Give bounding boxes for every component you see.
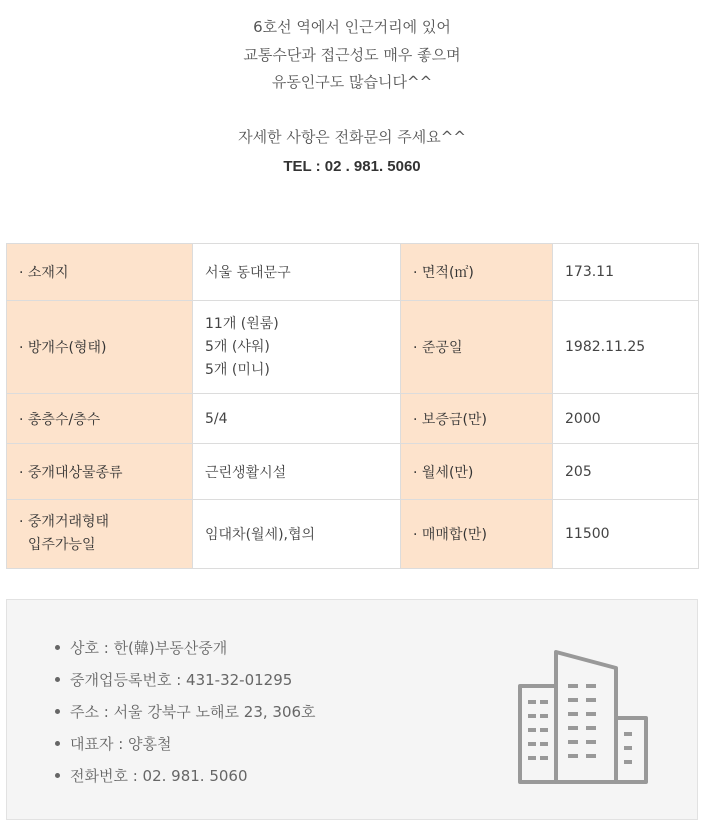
table-row xyxy=(7,301,699,394)
label-area: · 면적(㎡) xyxy=(401,244,553,301)
list-item xyxy=(55,696,316,728)
representative: 대표자 : 양홍철 xyxy=(70,735,172,753)
table-row xyxy=(7,394,699,444)
value-property-type: 근린생활시설 xyxy=(193,444,401,500)
value-transaction-type: 임대차(월세),협의 xyxy=(193,500,401,569)
label-rooms: · 방개수(형태) xyxy=(7,301,193,394)
room-line: 11개 (원룸) xyxy=(205,315,279,332)
list-item xyxy=(55,728,316,760)
list-item xyxy=(55,664,316,696)
agency-info-list xyxy=(55,632,316,792)
list-item xyxy=(55,632,316,664)
label-monthly-rent: · 월세(만) xyxy=(401,444,553,500)
intro-line: 유동인구도 많습니다^^ xyxy=(271,73,433,91)
label-line: 입주가능일 xyxy=(19,537,96,553)
value-completion-date: 1982.11.25 xyxy=(553,301,699,394)
value-sale-total: 11500 xyxy=(553,500,699,569)
room-line: 5개 (샤워) xyxy=(205,338,270,355)
phone-number: TEL : 02 . 981. 5060 xyxy=(283,157,421,175)
label-transaction-type xyxy=(7,500,193,569)
agency-phone: 전화번호 : 02. 981. 5060 xyxy=(70,767,248,785)
value-deposit: 2000 xyxy=(553,394,699,444)
value-rooms xyxy=(193,301,401,394)
table-row xyxy=(7,444,699,500)
table-row xyxy=(7,244,699,301)
value-location: 서울 동대문구 xyxy=(193,244,401,301)
intro-line: 6호선 역에서 인근거리에 있어 xyxy=(253,18,451,36)
property-info-table xyxy=(6,243,699,569)
building-icon xyxy=(516,646,656,786)
intro-line: 교통수단과 접근성도 매우 좋으며 xyxy=(243,45,461,64)
label-completion-date: · 준공일 xyxy=(401,301,553,394)
room-line: 5개 (미니) xyxy=(205,361,270,378)
label-sale-total: · 매매합(만) xyxy=(401,500,553,569)
registration-number: 중개업등록번호 : 431-32-01295 xyxy=(70,671,293,689)
agency-address: 주소 : 서울 강북구 노해로 23, 306호 xyxy=(70,703,316,721)
label-deposit: · 보증금(만) xyxy=(401,394,553,444)
label-line: · 중개거래형태 xyxy=(19,514,110,530)
intro-section xyxy=(0,14,704,180)
list-item xyxy=(55,760,316,792)
value-floors: 5/4 xyxy=(193,394,401,444)
value-area: 173.11 xyxy=(553,244,699,301)
label-location: · 소재지 xyxy=(7,244,193,301)
label-floors: · 총층수/층수 xyxy=(7,394,193,444)
value-monthly-rent: 205 xyxy=(553,444,699,500)
agency-info-box xyxy=(6,599,698,820)
label-property-type: · 중개대상물종류 xyxy=(7,444,193,500)
table-row xyxy=(7,500,699,569)
agency-name: 상호 : 한(韓)부동산중개 xyxy=(70,639,228,657)
contact-note: 자세한 사항은 전화문의 주세요^^ xyxy=(238,128,466,146)
